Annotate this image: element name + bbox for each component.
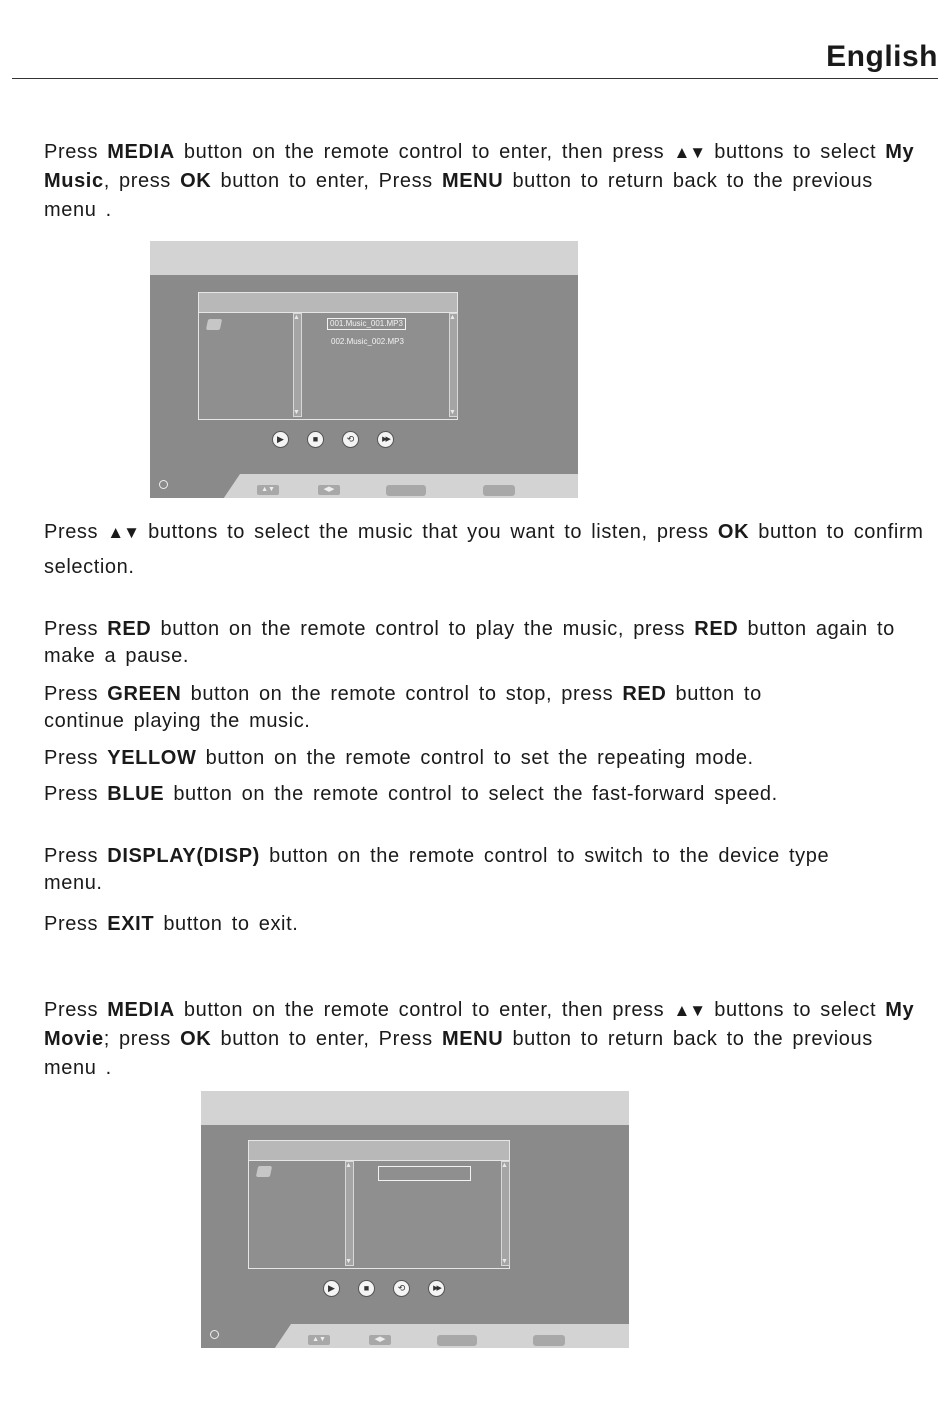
up-down-arrows-icon: ▲▼ bbox=[107, 523, 139, 542]
up-down-arrows-icon: ▲▼ bbox=[673, 143, 706, 162]
nav-updown-hint-icon: ▲▼ bbox=[308, 1335, 330, 1345]
hint-pill bbox=[386, 485, 426, 496]
display-button-paragraph: Press DISPLAY(DISP) button on the remote control to switch to the device type menu. bbox=[44, 845, 830, 894]
music-intro-paragraph: Press MEDIA button on the remote control to enter, then press ▲▼ buttons to select My Music, press OK button to enter, Press MENU button to return back to the previous menu . bbox=[44, 141, 915, 221]
exit-button-paragraph: Press EXIT button to exit. bbox=[44, 913, 299, 935]
folder-icon[interactable] bbox=[256, 1166, 272, 1177]
red-button-paragraph: Press RED button on the remote control to play the music, press RED button again to make a pause. bbox=[44, 618, 895, 667]
play-icon[interactable]: ▶ bbox=[272, 431, 289, 448]
repeat-icon[interactable]: ⟲ bbox=[342, 431, 359, 448]
scroll-down-icon[interactable]: ▼ bbox=[345, 1258, 352, 1265]
play-icon[interactable]: ▶ bbox=[323, 1280, 340, 1297]
blue-button-paragraph: Press BLUE button on the remote control to select the fast-forward speed. bbox=[44, 783, 778, 805]
right-scrollbar[interactable] bbox=[449, 313, 458, 417]
hint-pill bbox=[533, 1335, 565, 1346]
empty-selection-box[interactable] bbox=[378, 1166, 471, 1181]
nav-leftright-hint-icon: ◀▶ bbox=[369, 1335, 391, 1345]
screen-title-bar bbox=[150, 241, 578, 275]
panel-header bbox=[249, 1141, 509, 1161]
movie-intro-paragraph: Press MEDIA button on the remote control to enter, then press ▲▼ buttons to select My Movie; press OK button to enter, Press MENU button to return back to the previous menu . bbox=[44, 999, 915, 1079]
right-scrollbar[interactable] bbox=[501, 1161, 510, 1266]
nav-leftright-hint-icon: ◀▶ bbox=[318, 485, 340, 495]
header-divider bbox=[12, 78, 938, 79]
left-scrollbar[interactable] bbox=[293, 313, 302, 417]
up-down-arrows-icon: ▲▼ bbox=[673, 1001, 706, 1020]
scroll-up-icon[interactable]: ▲ bbox=[449, 314, 456, 321]
screen-title-bar bbox=[201, 1091, 629, 1125]
panel-header bbox=[199, 293, 457, 313]
stop-icon[interactable]: ■ bbox=[307, 431, 324, 448]
yellow-button-paragraph: Press YELLOW button on the remote control to set the repeating mode. bbox=[44, 747, 754, 769]
scroll-down-icon[interactable]: ▼ bbox=[293, 409, 300, 416]
file-browser-panel bbox=[198, 292, 458, 420]
hint-pill bbox=[437, 1335, 477, 1346]
scroll-up-icon[interactable]: ▲ bbox=[293, 314, 300, 321]
hint-pill bbox=[483, 485, 515, 496]
scroll-up-icon[interactable]: ▲ bbox=[501, 1162, 508, 1169]
status-dot bbox=[210, 1330, 219, 1339]
scroll-down-icon[interactable]: ▼ bbox=[449, 409, 456, 416]
scroll-up-icon[interactable]: ▲ bbox=[345, 1162, 352, 1169]
green-button-paragraph: Press GREEN button on the remote control to stop, press RED button to continue playing the music. bbox=[44, 683, 762, 732]
music-browser-screen bbox=[150, 241, 578, 498]
file-item[interactable]: 001.Music_001.MP3 bbox=[327, 318, 406, 330]
folder-icon[interactable] bbox=[206, 319, 222, 330]
file-browser-panel bbox=[248, 1140, 510, 1269]
fast-forward-icon[interactable]: ▶▶ bbox=[428, 1280, 445, 1297]
left-scrollbar[interactable] bbox=[345, 1161, 354, 1266]
file-item[interactable]: 002.Music_002.MP3 bbox=[331, 337, 404, 346]
status-dot bbox=[159, 480, 168, 489]
select-music-paragraph: Press ▲▼ buttons to select the music that you want to listen, press OK button to confirm selection. bbox=[44, 521, 924, 578]
stop-icon[interactable]: ■ bbox=[358, 1280, 375, 1297]
repeat-icon[interactable]: ⟲ bbox=[393, 1280, 410, 1297]
fast-forward-icon[interactable]: ▶▶ bbox=[377, 431, 394, 448]
page-language-heading: English bbox=[826, 40, 938, 73]
nav-updown-hint-icon: ▲▼ bbox=[257, 485, 279, 495]
scroll-down-icon[interactable]: ▼ bbox=[501, 1258, 508, 1265]
movie-browser-screen bbox=[201, 1091, 629, 1348]
